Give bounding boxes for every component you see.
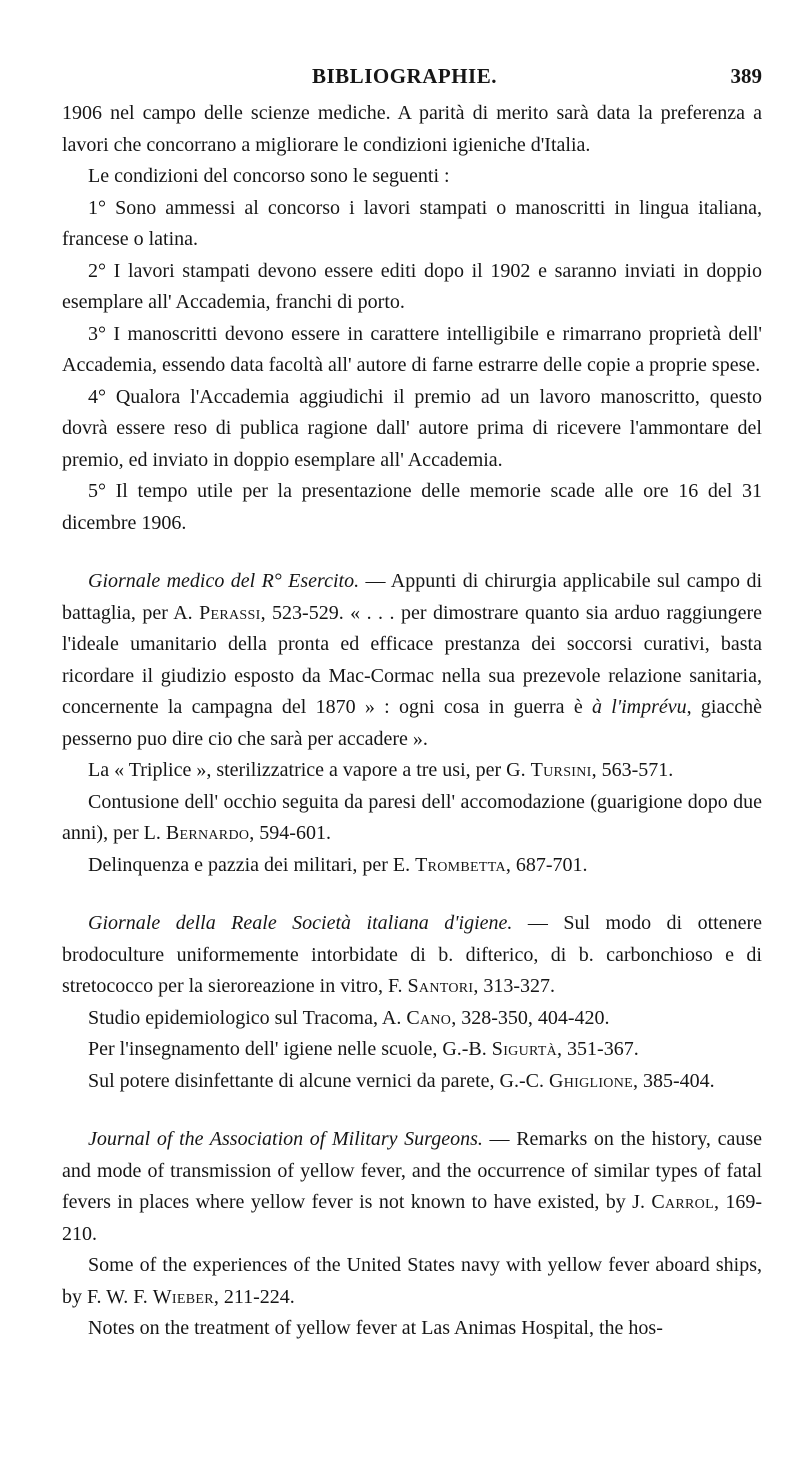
- text-run: — Remarks on the history, cause and mode of transmission of yellow fever, and the occurrence of similar types of fatal fevers in places where yellow fever is not known to have existed, by J.: [62, 1128, 762, 1213]
- text-run: 5° Il tempo utile per la presentazione delle memorie scade alle ore 16 del 31 dicembre 1906.: [62, 480, 762, 534]
- italic-text: Giornale della Reale Società italiana d'igiene.: [88, 912, 513, 934]
- author-name: Bernardo: [165, 822, 250, 844]
- author-name: Tursini: [530, 759, 592, 781]
- paragraph: [62, 256, 762, 319]
- author-name: Perassi: [199, 601, 261, 624]
- paragraph: [62, 1313, 762, 1345]
- text-run: , 351-367.: [557, 1038, 639, 1060]
- text-body: [62, 98, 762, 1345]
- text-run: La « Triplice », sterilizzatrice a vapore a tre usi, per G.: [88, 759, 531, 781]
- paragraph: [62, 1250, 762, 1313]
- text-run: 4° Qualora l'Accademia aggiudichi il premio ad un lavoro manoscritto, questo dovrà essere reso di publica ragione dall' autore prima di ricevere l'ammontare del premio, ed inviato in doppio esemplare all' Accademia.: [62, 385, 762, 471]
- paragraph: [62, 908, 762, 1003]
- text-run: Contusione dell' occhio seguita da paresi dell' accomodazione (guarigione dopo due anni), per L.: [62, 790, 762, 844]
- text-run: Notes on the treatment of yellow fever at Las Animas Hospital, the hos-: [88, 1317, 663, 1339]
- paragraph: [62, 319, 762, 382]
- text-run: Studio epidemiologico sul Tracoma, A.: [88, 1006, 407, 1029]
- paragraph: [62, 161, 762, 193]
- paragraph: [62, 566, 762, 755]
- text-run: , 594-601.: [249, 822, 331, 844]
- paragraph: [62, 193, 762, 256]
- author-name: Ghiglione: [548, 1069, 633, 1092]
- text-run: Some of the experiences of the United States navy with yellow fever aboard ships, by F. W. F.: [62, 1254, 762, 1308]
- paragraph: [62, 1124, 762, 1250]
- text-run: , 563-571.: [591, 759, 674, 781]
- text-run: , 313-327.: [473, 975, 556, 997]
- author-name: Santori: [407, 975, 474, 997]
- text-run: 1° Sono ammessi al concorso i lavori stampati o manoscritti in lingua italiana, francese o latina.: [62, 196, 762, 250]
- author-name: Carrol: [651, 1191, 714, 1213]
- paragraph: [62, 476, 762, 539]
- text-run: Le condizioni del concorso sono le seguenti :: [88, 165, 450, 187]
- text-run: , 328-350, 404-420.: [451, 1006, 610, 1029]
- text-run: — Appunti di chirurgia applicabile sul campo di battaglia, per A.: [62, 570, 762, 624]
- author-name: Cano: [406, 1006, 452, 1029]
- paragraph: [62, 1034, 762, 1066]
- text-run: — Sul modo di ottenere brodoculture uniformemente intorbidate di b. difterico, di b. carbonchioso e di stretococco per la sieroreazione in vitro, F.: [62, 912, 762, 997]
- text-run: , 211-224.: [213, 1285, 295, 1308]
- paragraph: [62, 1066, 762, 1098]
- italic-text: Journal of the Association of Military Surgeons.: [88, 1128, 483, 1150]
- author-name: Sigurtà: [491, 1038, 558, 1060]
- paragraph: [62, 850, 762, 882]
- author-name: Wieber: [152, 1285, 214, 1308]
- italic-text: à l'imprévu: [592, 696, 687, 718]
- page-header: [62, 54, 762, 88]
- paragraph: [62, 98, 762, 161]
- text-run: , 523-529. « . . . per dimostrare quanto sia arduo raggiungere l'ideale umanitario della pronta ed efficace prestanza dei soccorsi curativi, basta ricordare il giudizio esposto da Mac-Cormac nella sua prezevole relazione sanitaria, concernente la campagna del 1870 » : ogni cosa in guerra è: [62, 601, 763, 718]
- paragraph: [62, 1003, 762, 1035]
- text-run: Per l'insegnamento dell' igiene nelle scuole, G.-B.: [88, 1038, 492, 1060]
- text-run: , 687-701.: [505, 853, 588, 876]
- text-run: , 385-404.: [632, 1069, 715, 1092]
- running-title: BIBLIOGRAPHIE.: [312, 64, 497, 88]
- text-run: 3° I manoscritti devono essere in carattere intelligibile e rimarrano proprietà dell' Accademia, essendo data facoltà all' autore di farne estrarre delle copie a proprie spese.: [62, 322, 762, 376]
- paragraph: [62, 382, 762, 477]
- text-run: 1906 nel campo delle scienze mediche. A parità di merito sarà data la preferenza a lavori che concorrano a migliorare le condizioni igieniche d'Italia.: [62, 102, 762, 156]
- text-run: , 169-210.: [62, 1191, 762, 1245]
- italic-text: Giornale medico del R° Esercito.: [88, 570, 360, 592]
- author-name: Trombetta: [415, 853, 506, 876]
- paragraph: [62, 755, 762, 787]
- text-run: 2° I lavori stampati devono essere editi dopo il 1902 e saranno inviati in doppio esemplare all' Accademia, franchi di porto.: [62, 259, 762, 313]
- paragraph: [62, 787, 762, 850]
- text-run: Delinquenza e pazzia dei militari, per E.: [88, 853, 416, 876]
- text-run: Sul potere disinfettante di alcune vernici da parete, G.-C.: [88, 1069, 549, 1092]
- text-run: , giacchè pesserno puo dire cio che sarà per accadere ».: [62, 696, 762, 750]
- page-number: 389: [730, 64, 762, 88]
